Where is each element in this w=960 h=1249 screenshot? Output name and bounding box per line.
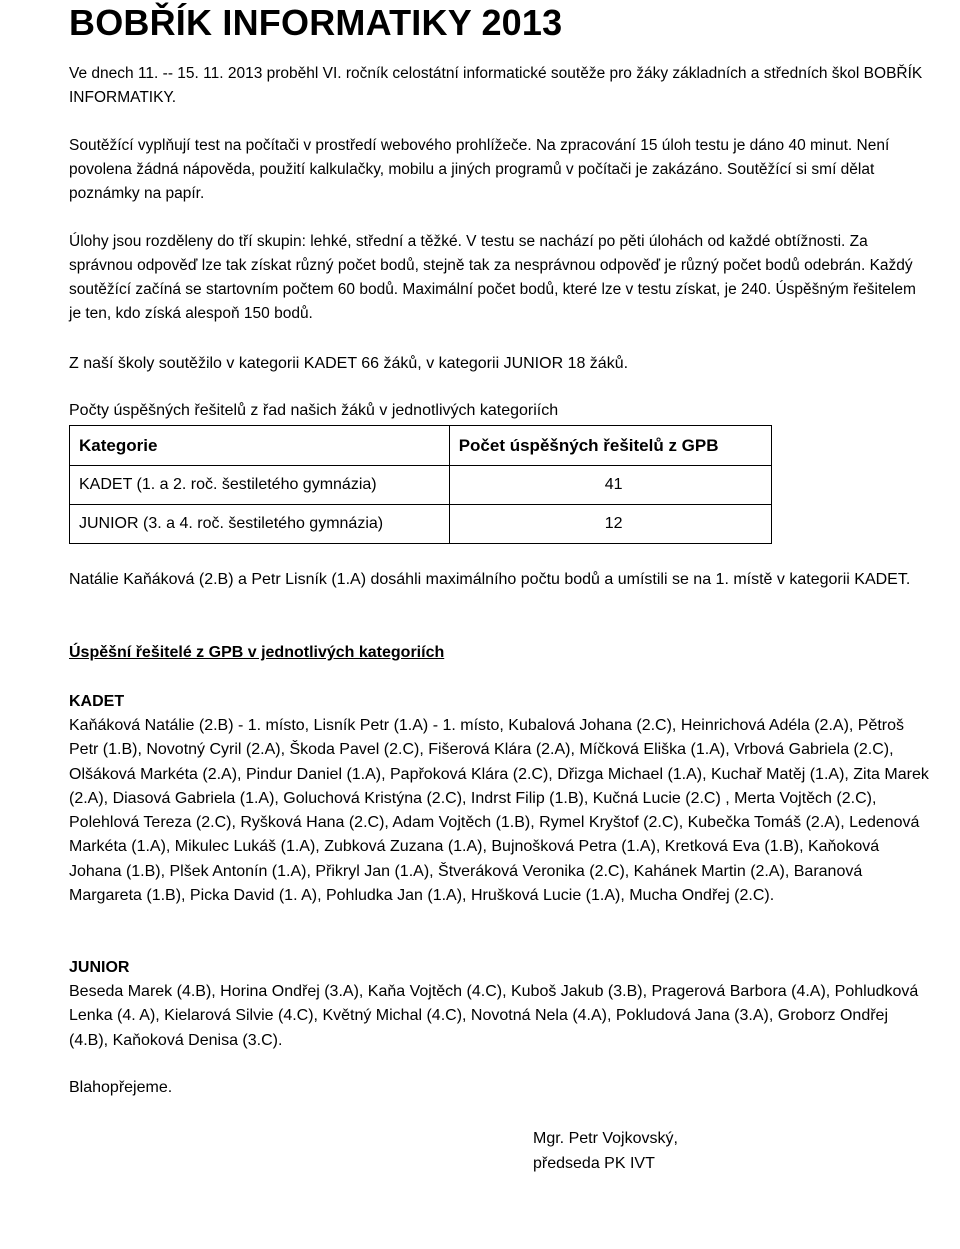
page-title: BOBŘÍK INFORMATIKY 2013 (69, 2, 563, 43)
paragraph-test-rules: Soutěžící vyplňují test na počítači v prostředí webového prohlížeče. Na zpracování 15 úloh testu je dáno 40 minut. Není povolena žádná nápověda, použití kalkulačky, mobilu a jiných programů v počítači je zakázáno. Soutěžící si smí dělat poznámky na papír. (69, 137, 890, 202)
table-header-count: Počet úspěšných řešitelů z GPB (449, 426, 771, 466)
table-cell-category: JUNIOR (3. a 4. roč. šestiletého gymnázia) (70, 505, 450, 544)
table-caption: Počty úspěšných řešitelů z řad našich žáků v jednotlivých kategoriích (69, 402, 559, 419)
table-row (70, 466, 772, 505)
closing-text: Blahopřejeme. (69, 1079, 173, 1096)
results-table (69, 425, 772, 544)
junior-list: Beseda Marek (4.B), Horina Ondřej (3.A), Kaňa Vojtěch (4.C), Kuboš Jakub (3.B), Pragerová Barbora (4.A), Pohludková Lenka (4. A), Kielarová Silvie (4.C), Květný Michal (4.C), Novotná Nela (4.A), Pokludová Jana (3.A), Groborz Ondřej (4.B), Kaňoková Denisa (3.C). (69, 983, 919, 1049)
kadet-list: Kaňáková Natálie (2.B) - 1. místo, Lisník Petr (1.A) - 1. místo, Kubalová Johana (2.C), Heinrichová Adéla (2.A), Pětroš Petr (1.B), Novotný Cyril (2.A), Škoda Pavel (2.C), Fišerová Klára (2.A), Míčková Eliška (1.A), Vrbová Gabriela (2.C), Olšáková Markéta (2.A), Pindur Daniel (1.A), Papřoková Klára (2.C), Dřizga Michael (1.A), Kuchař Matěj (1.A), Zita Marek (2.A), Diasová Gabriela (1.A), Goluchová Kristýna (2.C), Indrst Filip (1.B), Kučná Lucie (2.C) , Merta Vojtěch (2.C), Polehlová Tereza (2.C), Ryšková Hana (2.C), Adam Vojtěch (1.B), Rymel Kryštof (2.C), Kubečka Tomáš (2.A), Ledenová Markéta (1.A), Mikulec Lukáš (1.A), Zubková Zuzana (1.A), Bujnošková Petra (1.A), Kretková Eva (1.B), Kaňoková Johana (1.B), Plšek Antonín (1.A), Přikryl Jan (1.A), Štveráková Veronika (2.C), Kahánek Martin (2.A), Baranová Margareta (1.B), Picka David (1. A), Pohludka Jan (1.A), Hrušková Lucie (1.A), Mucha Ondřej (2.C). (69, 717, 929, 905)
table-header-category: Kategorie (70, 426, 450, 466)
signature-role: předseda PK IVT (533, 1155, 655, 1172)
table-cell-count: 41 (449, 466, 771, 505)
table-row (70, 505, 772, 544)
paragraph-scoring: Úlohy jsou rozděleny do tří skupin: lehké, střední a těžké. V testu se nachází po pěti úlohách od každé obtížnosti. Za správnou odpověď lze tak získat různý počet bodů, stejně tak za nesprávnou odpověď je různý počet bodů odebrán. Každý soutěžící začíná se startovním počtem 60 bodů. Maximální počet bodů, které lze v testu získat, je 240. Úspěšným řešitelem je ten, kdo získá alespoň 150 bodů. (69, 233, 916, 322)
table-header-row (70, 426, 772, 466)
paragraph-top-scorers: Natálie Kaňáková (2.B) a Petr Lisník (1.A) dosáhli maximálního počtu bodů a umístili se na 1. místě v kategorii KADET. (69, 571, 911, 588)
kadet-heading: KADET (69, 693, 125, 710)
table-cell-category: KADET (1. a 2. roč. šestiletého gymnázia) (70, 466, 450, 505)
table-cell-count: 12 (449, 505, 771, 544)
signature-name: Mgr. Petr Vojkovský, (533, 1130, 678, 1147)
junior-heading: JUNIOR (69, 959, 130, 976)
paragraph-event-dates: Ve dnech 11. -- 15. 11. 2013 proběhl VI. ročník celostátní informatické soutěže pro žáky základních a středních škol BOBŘÍK INFORMATIKY. (69, 65, 923, 106)
paragraph-participants: Z naší školy soutěžilo v kategorii KADET 66 žáků, v kategorii JUNIOR 18 žáků. (69, 355, 629, 372)
signature (533, 1126, 678, 1176)
section-title: Úspěšní řešitelé z GPB v jednotlivých kategoriích (69, 644, 445, 661)
